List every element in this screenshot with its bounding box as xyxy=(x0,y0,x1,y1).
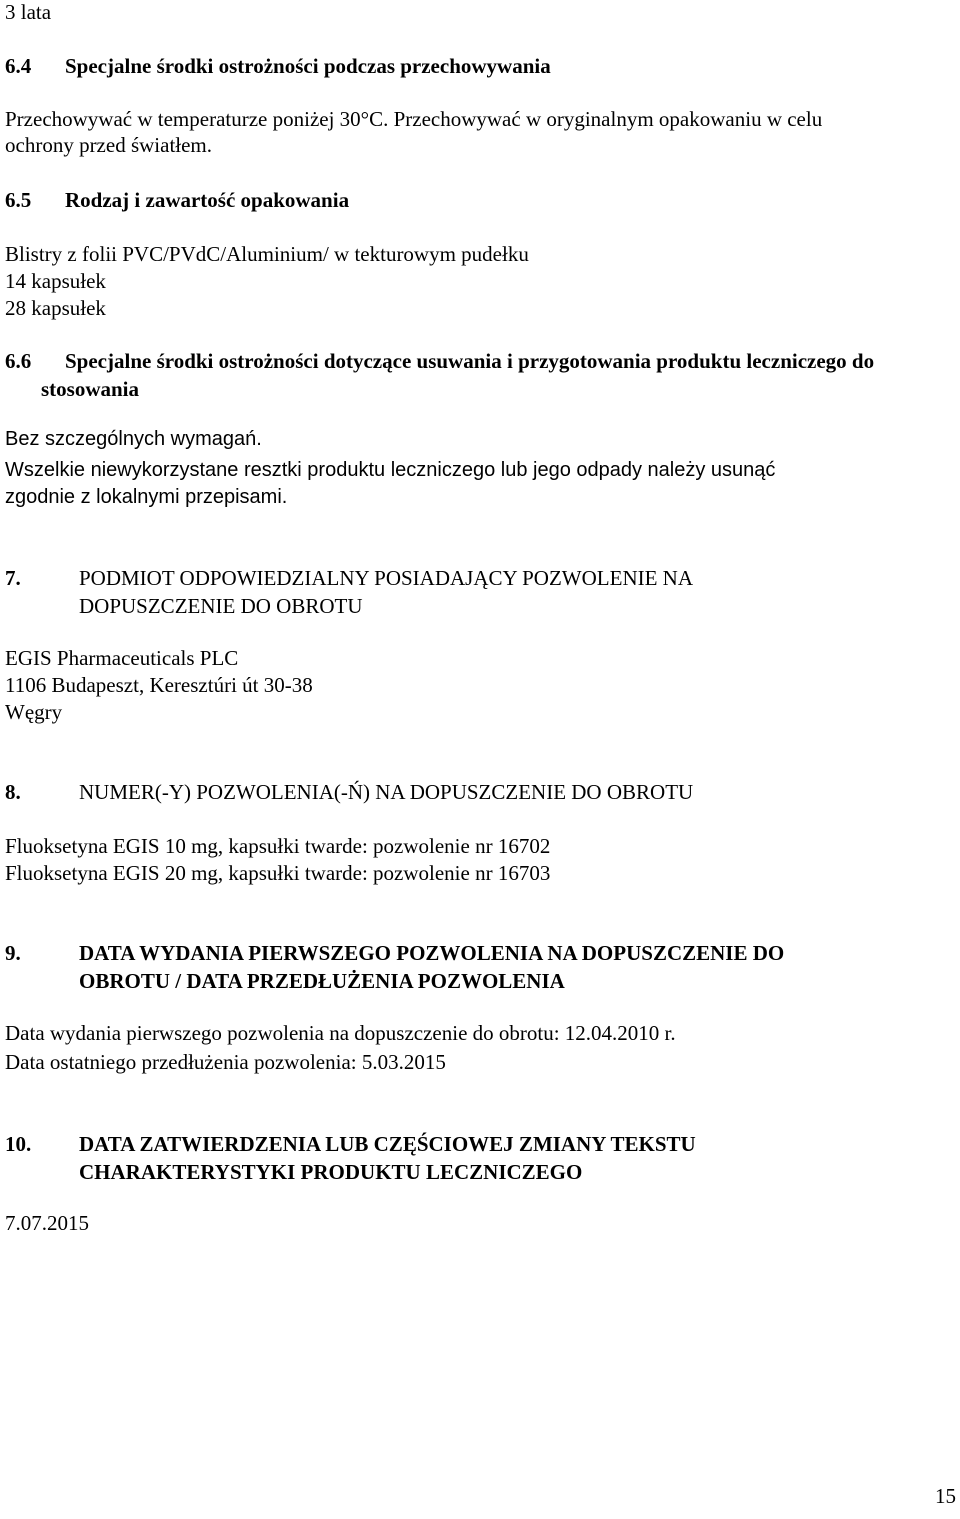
body-line: 14 kapsułek xyxy=(5,269,106,293)
body-line: ochrony przed światłem. xyxy=(5,133,213,157)
body-line: EGIS Pharmaceuticals PLC xyxy=(5,646,239,670)
section-title-line-1: Specjalne środki ostrożności dotyczące usuwania i przygotowania produktu leczniczego do xyxy=(65,349,875,373)
body-line: Fluoksetyna EGIS 10 mg, kapsułki twarde: pozwolenie nr 16702 xyxy=(5,834,551,858)
section-number: 6.6 xyxy=(5,349,32,373)
section-title-line-2: CHARAKTERYSTYKI PRODUKTU LECZNICZEGO xyxy=(79,1160,583,1184)
page-number: 15 xyxy=(935,1484,956,1508)
body-line: 7.07.2015 xyxy=(5,1211,89,1235)
section-number: 9. xyxy=(5,941,21,965)
section-number: 6.4 xyxy=(5,54,32,78)
section-8-heading xyxy=(5,778,955,806)
section-title-line-1: DATA WYDANIA PIERWSZEGO POZWOLENIA NA DOPUSZCZENIE DO xyxy=(79,941,785,965)
section-number: 10. xyxy=(5,1132,32,1156)
section-6-6-heading xyxy=(5,347,955,403)
section-title: Rodzaj i zawartość opakowania xyxy=(65,188,350,212)
section-number: 8. xyxy=(5,780,21,804)
section-title-line-2: DOPUSZCZENIE DO OBROTU xyxy=(79,594,363,618)
body-line: zgodnie z lokalnymi przepisami. xyxy=(5,486,288,508)
body-line: Blistry z folii PVC/PVdC/Aluminium/ w tekturowym pudełku xyxy=(5,242,529,266)
body-line: Data ostatniego przedłużenia pozwolenia: 5.03.2015 xyxy=(5,1050,446,1074)
section-6-4-heading xyxy=(5,52,955,80)
body-line: Bez szczególnych wymagań. xyxy=(5,428,262,450)
section-number: 7. xyxy=(5,566,21,590)
body-line: 28 kapsułek xyxy=(5,296,106,320)
section-7-heading xyxy=(5,564,955,620)
body-line: Data wydania pierwszego pozwolenia na dopuszczenie do obrotu: 12.04.2010 r. xyxy=(5,1021,676,1045)
section-title-line-1: DATA ZATWIERDZENIA LUB CZĘŚCIOWEJ ZMIANY TEKSTU xyxy=(79,1132,696,1156)
section-title-line-2: OBROTU / DATA PRZEDŁUŻENIA POZWOLENIA xyxy=(79,969,565,993)
section-6-5-heading xyxy=(5,186,955,214)
section-9-heading xyxy=(5,939,955,995)
body-line: Wszelkie niewykorzystane resztki produktu leczniczego lub jego odpady należy usunąć xyxy=(5,459,776,481)
section-title: Specjalne środki ostrożności podczas przechowywania xyxy=(65,54,551,78)
section-title: NUMER(-Y) POZWOLENIA(-Ń) NA DOPUSZCZENIE DO OBROTU xyxy=(79,780,694,804)
body-line: Fluoksetyna EGIS 20 mg, kapsułki twarde: pozwolenie nr 16703 xyxy=(5,861,551,885)
body-line: 1106 Budapeszt, Keresztúri út 30-38 xyxy=(5,673,313,697)
section-10-heading xyxy=(5,1130,955,1186)
body-line: Przechowywać w temperaturze poniżej 30°C. Przechowywać w oryginalnym opakowaniu w celu xyxy=(5,107,823,131)
section-title-line-1: PODMIOT ODPOWIEDZIALNY POSIADAJĄCY POZWOLENIE NA xyxy=(79,566,694,590)
section-title-line-2: stosowania xyxy=(41,377,140,401)
previous-page-fragment: 3 lata xyxy=(5,0,52,24)
section-number: 6.5 xyxy=(5,188,32,212)
body-line: Węgry xyxy=(5,700,63,724)
